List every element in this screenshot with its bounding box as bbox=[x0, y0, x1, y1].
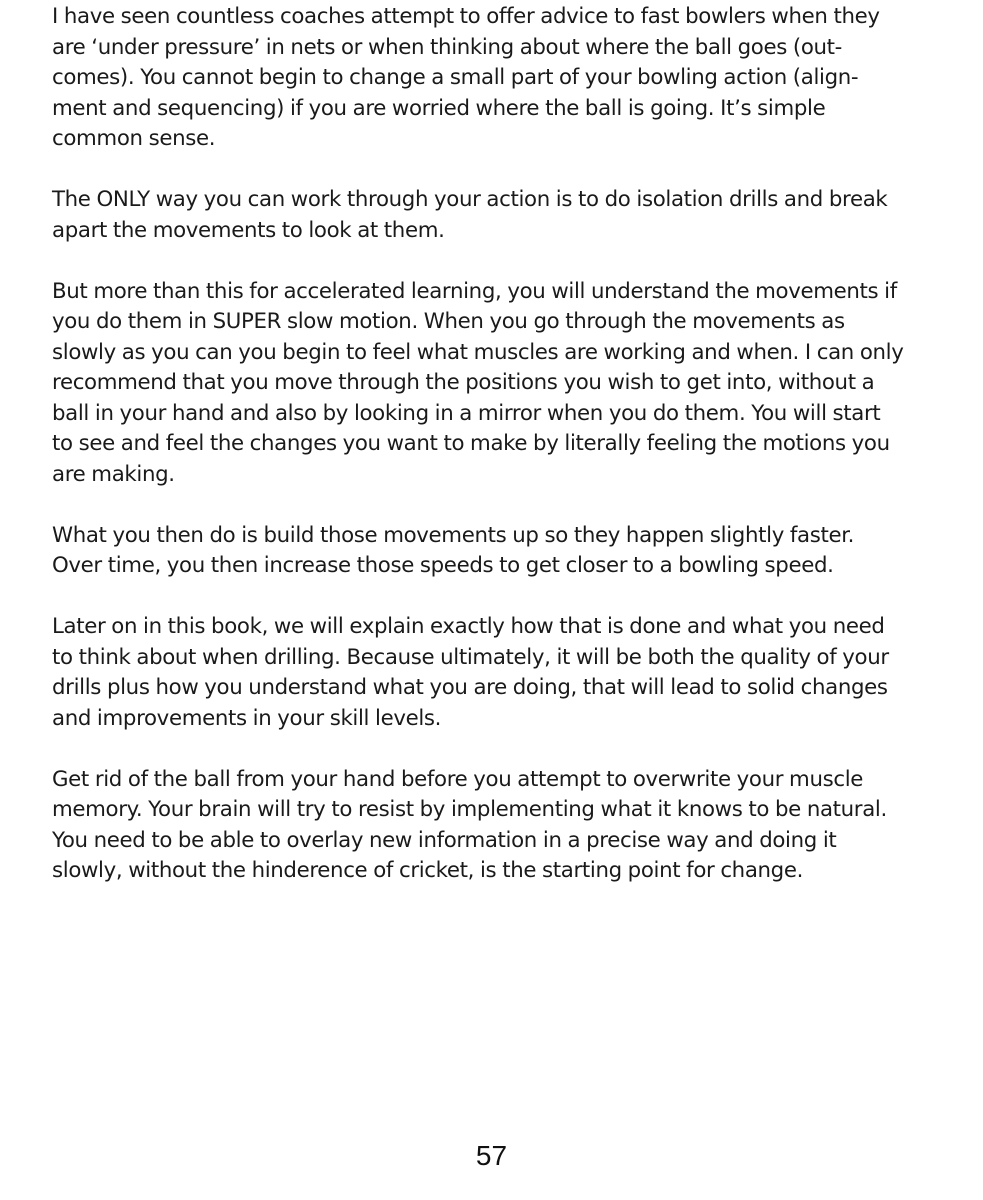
paragraph-line: What you then do is build those movements up so they happen slightly faster. bbox=[52, 522, 855, 548]
paragraph-line: The ONLY way you can work through your action is to do isolation drills and break bbox=[52, 187, 888, 212]
paragraph-4 bbox=[52, 521, 952, 582]
paragraph-line: common sense. bbox=[52, 126, 216, 151]
body-text bbox=[52, 2, 952, 887]
paragraph-gap bbox=[52, 246, 952, 277]
paragraph-line: Get rid of the ball from your hand before you attempt to overwrite your muscle bbox=[52, 766, 864, 792]
paragraph-gap bbox=[52, 582, 952, 613]
paragraph-line: I have seen countless coaches attempt to offer advice to fast bowlers when they bbox=[52, 4, 880, 29]
paragraph-line: slowly, without the hinderence of cricket, is the starting point for change. bbox=[52, 858, 804, 883]
paragraph-line: Over time, you then increase those speeds to get closer to a bowling speed. bbox=[52, 553, 834, 578]
paragraph-3 bbox=[52, 277, 952, 491]
paragraph-gap bbox=[52, 734, 952, 765]
paragraph-line: slowly as you can you begin to feel what muscles are working and when. I can only bbox=[52, 339, 904, 365]
paragraph-2 bbox=[52, 185, 952, 246]
paragraph-line: you do them in SUPER slow motion. When you go through the movements as bbox=[52, 309, 845, 334]
paragraph-line: recommend that you move through the positions you wish to get into, without a bbox=[52, 370, 875, 395]
page-number: 57 bbox=[475, 1140, 508, 1171]
paragraph-line: and improvements in your skill levels. bbox=[52, 705, 442, 731]
paragraph-5 bbox=[52, 612, 952, 734]
paragraph-line: comes). You cannot begin to change a small part of your bowling action (align- bbox=[52, 65, 859, 90]
paragraph-line: to see and feel the changes you want to make by literally feeling the motions you bbox=[52, 431, 890, 456]
paragraph-line: apart the movements to look at them. bbox=[52, 217, 445, 243]
paragraph-line: are making. bbox=[52, 461, 175, 487]
paragraph-line: Later on in this book, we will explain exactly how that is done and what you need bbox=[52, 614, 885, 639]
paragraph-1 bbox=[52, 2, 952, 155]
paragraph-6 bbox=[52, 765, 952, 887]
paragraph-line: ball in your hand and also by looking in a mirror when you do them. You will start bbox=[52, 400, 881, 426]
paragraph-line: You need to be able to overlay new information in a precise way and doing it bbox=[52, 827, 837, 853]
paragraph-line: memory. Your brain will try to resist by implementing what it knows to be natural. bbox=[52, 797, 887, 822]
paragraph-line: But more than this for accelerated learning, you will understand the movements if bbox=[52, 278, 897, 304]
paragraph-gap bbox=[52, 490, 952, 521]
paragraph-line: ment and sequencing) if you are worried where the ball is going. It’s simple bbox=[52, 95, 826, 121]
paragraph-line: drills plus how you understand what you are doing, that will lead to solid changes bbox=[52, 675, 888, 700]
paragraph-line: to think about when drilling. Because ultimately, it will be both the quality of your bbox=[52, 644, 889, 670]
paragraph-gap bbox=[52, 155, 952, 186]
paragraph-line: are ‘under pressure’ in nets or when thinking about where the ball goes (out- bbox=[52, 34, 843, 60]
